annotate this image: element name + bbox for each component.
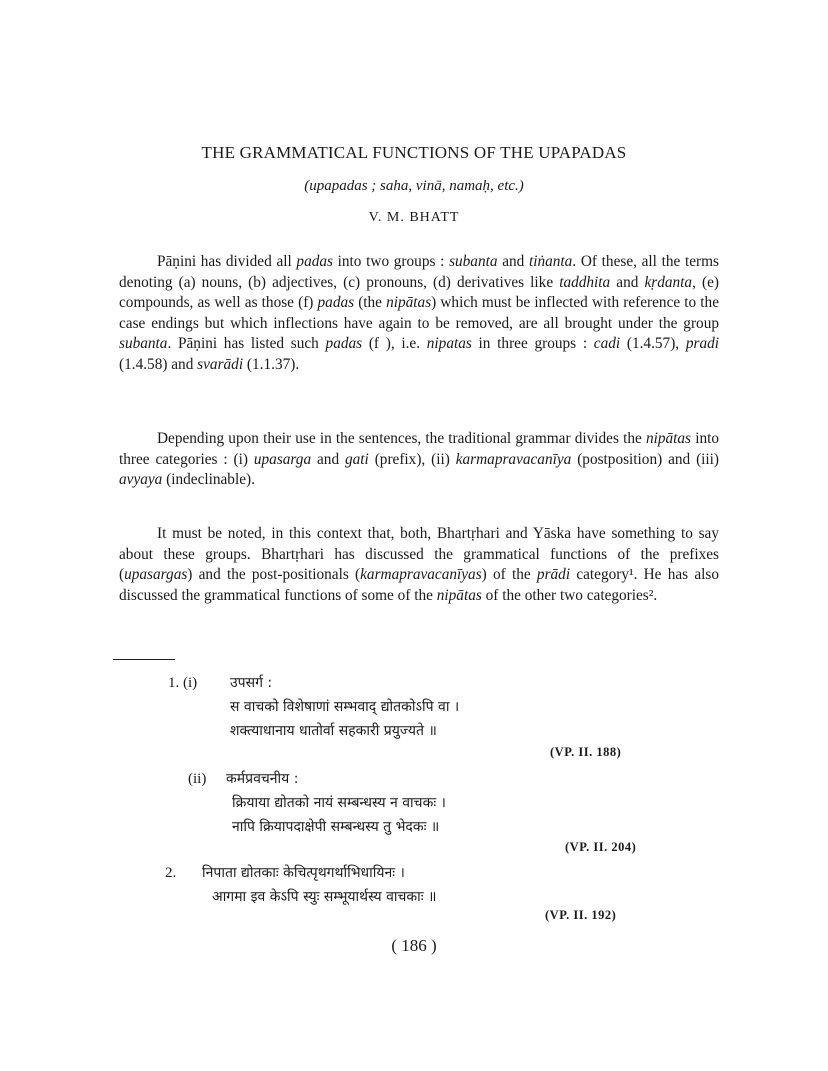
text-run: ) which must be inflected with reference to the case endings but which inflections have again to be removed, are all brought under the group — [119, 294, 719, 332]
footnote-2-verse-line-1: निपाता द्योतकाः केचित्पृथगर्थाभिधायिनः । — [202, 865, 405, 881]
text-run: (prefix), (ii) — [368, 450, 456, 468]
text-run: , (e) compounds, as well as those (f) — [119, 273, 719, 311]
page-number: ( 186 ) — [391, 936, 437, 955]
text-run: (1.4.58) and — [119, 355, 198, 373]
footnote-2-label: 2. — [165, 865, 177, 881]
italic-term: karmapravacanīyas — [360, 566, 482, 583]
text-run: (the — [354, 294, 387, 311]
article-title: THE GRAMMATICAL FUNCTIONS OF THE UPAPADAS — [201, 143, 627, 162]
text-run: It must be noted, in this context that, both, Bhartṛhari and Yāska have something to say about these groups. Bhartṛhari has discussed the grammatical functions of the prefixes ( — [119, 525, 719, 583]
footnote-1b-verse-line-2: नापि क्रियापदाक्षेपी सम्बन्धस्य तु भेदकः ॥ — [232, 819, 440, 835]
italic-term: svarādi — [197, 355, 244, 373]
footnote-1-verse-line-1: स वाचको विशेषाणां सम्भवाद् द्योतकोऽपि वा । — [230, 699, 460, 715]
italic-term: subanta — [119, 335, 168, 352]
italic-term: upasarga — [253, 450, 312, 468]
text-run: . Of these, all the terms denoting (a) nouns, (b) adjectives, (c) pronouns, (d) derivatives like — [119, 253, 719, 291]
italic-term: subanta — [449, 253, 498, 270]
footnote-1-verse-line-2: शक्त्याधानाय धातोर्वा सहकारी प्रयुज्यते ॥ — [230, 723, 437, 739]
italic-term: nipātas — [436, 586, 482, 604]
text-run: (indeclinable). — [162, 471, 255, 488]
paragraph-2 — [119, 429, 719, 491]
footnote-1b-verse-line-1: क्रियाया द्योतको नायं सम्बन्धस्य न वाचकः । — [232, 795, 446, 811]
text-run: and — [311, 450, 345, 468]
text-run: ) and the post-positionals ( — [187, 566, 361, 583]
italic-term: taddhita — [559, 273, 611, 291]
footnote-1b-reference: (VP. II. 204) — [565, 840, 637, 854]
paragraph-3 — [119, 524, 719, 606]
author-name: V. M. BHATT — [368, 210, 460, 225]
text-run: (f ), i.e. — [362, 335, 427, 352]
italic-term: nipātas — [386, 294, 432, 311]
italic-term: padas — [325, 335, 363, 352]
italic-term: tiṅanta — [528, 253, 573, 270]
text-run: and — [497, 253, 529, 270]
italic-term: padas — [317, 294, 355, 311]
italic-term: upasargas — [124, 566, 188, 583]
italic-term: prādi — [536, 566, 571, 583]
text-run: into two groups : — [332, 253, 450, 270]
text-run: and — [610, 273, 645, 291]
footnote-1-reference: (VP. II. 188) — [550, 745, 622, 759]
italic-term: karmapravacanīya — [455, 450, 572, 468]
text-run: . Pāṇini has listed such — [167, 335, 326, 352]
footnote-divider — [113, 659, 175, 660]
text-run: in three groups : — [471, 335, 594, 352]
footnote-1b-heading: कर्मप्रवचनीय : — [226, 771, 299, 787]
paragraph-1 — [119, 252, 719, 375]
footnote-2-reference: (VP. II. 192) — [545, 908, 617, 922]
italic-term: cadi — [593, 335, 621, 352]
text-run: Pāṇini has divided all — [157, 253, 297, 270]
text-run: Depending upon their use in the sentences, the traditional grammar divides the — [157, 430, 646, 447]
italic-term: nipātas — [645, 430, 692, 447]
text-run: (1.4.57), — [620, 335, 686, 352]
text-run: ) of the — [481, 566, 537, 583]
article-subtitle: (upapadas ; saha, vinā, namaḥ, etc.) — [304, 178, 524, 194]
italic-term: avyaya — [119, 471, 163, 488]
text-run: into three categories : (i) — [119, 430, 719, 468]
italic-term: gati — [345, 450, 369, 468]
footnote-1-heading: उपसर्ग : — [230, 675, 273, 691]
text-run: (postposition) and (iii) — [571, 450, 720, 468]
text-run: category¹. He has also discussed the grammatical functions of some of the — [119, 566, 719, 604]
text-run: (1.1.37). — [243, 355, 300, 373]
footnote-1b-label: (ii) — [188, 771, 207, 787]
italic-term: kṛdanta — [644, 273, 693, 291]
italic-term: pradi — [685, 335, 719, 352]
text-run: of the other two categories². — [481, 586, 658, 604]
italic-term: padas — [296, 253, 333, 270]
footnote-2-verse-line-2: आगमा इव केऽपि स्युः सम्भूयार्थस्य वाचकाः ॥ — [212, 889, 437, 905]
italic-term: nipatas — [426, 335, 472, 352]
footnote-1-label: 1. (i) — [168, 675, 198, 691]
